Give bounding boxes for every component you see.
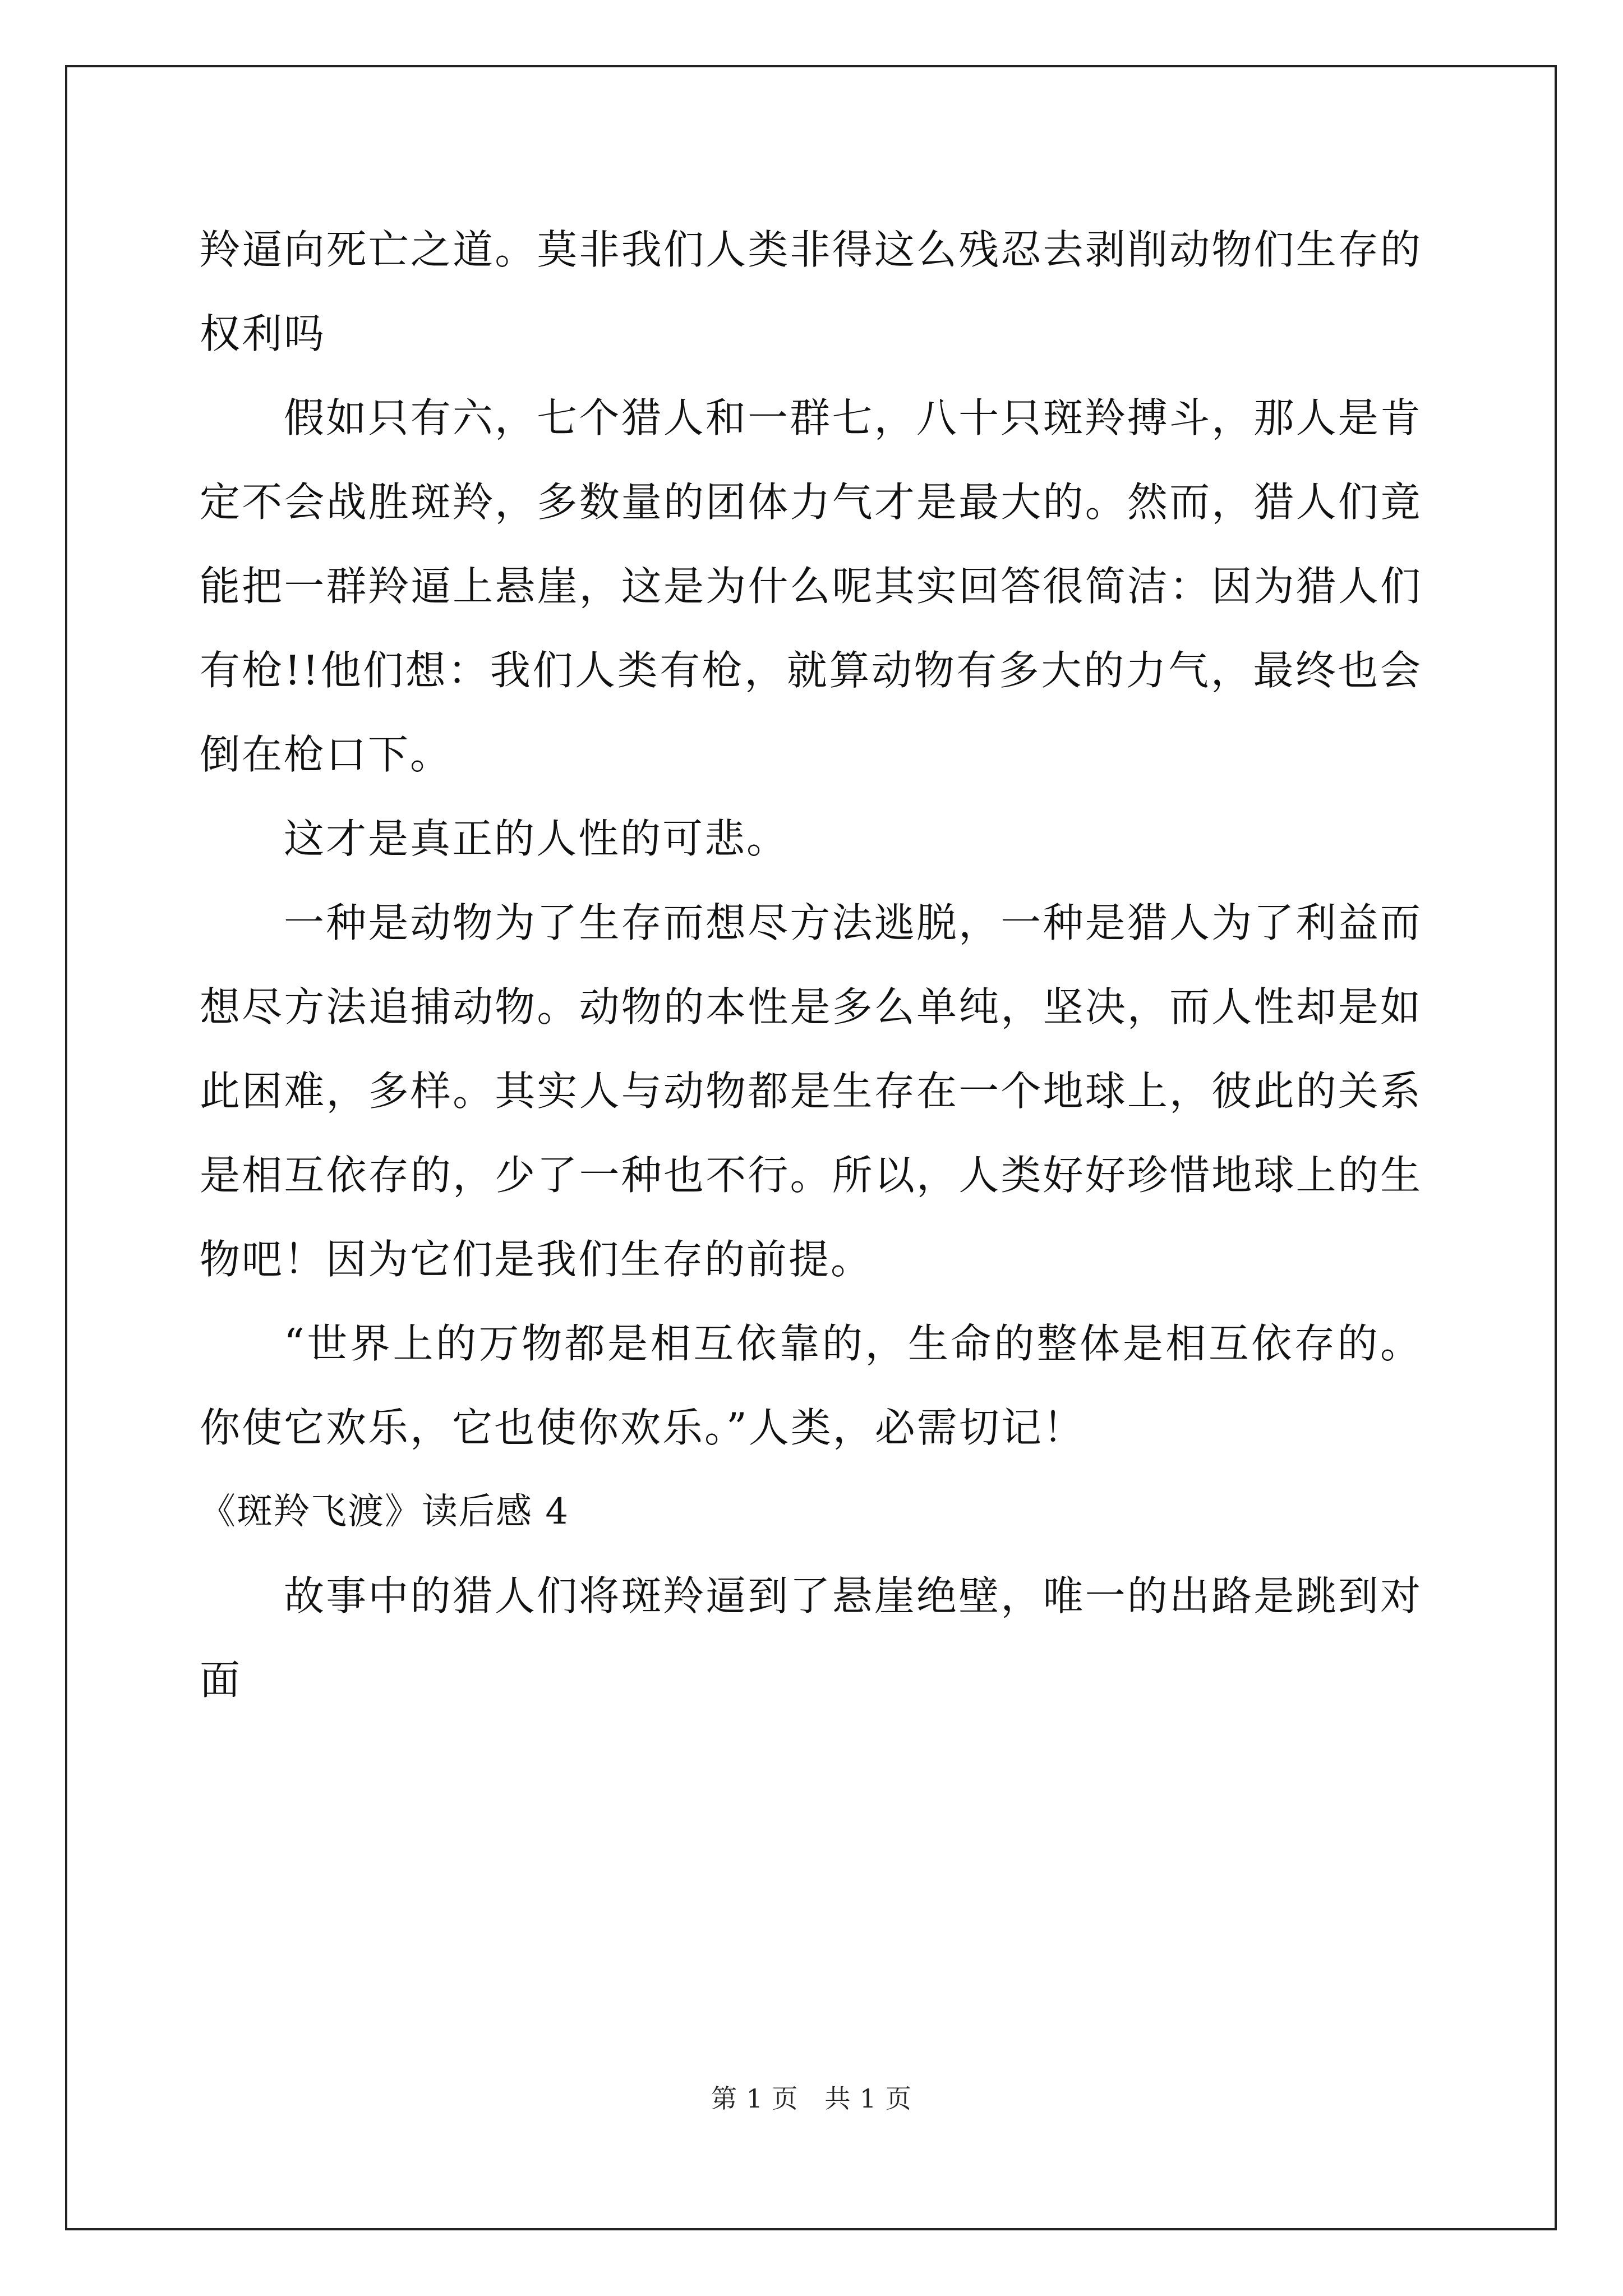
section-heading: 《斑羚飞渡》读后感 4 — [200, 1491, 570, 1533]
paragraph-3: 这才是真正的人性的可悲。 — [284, 815, 789, 862]
paragraph-5: “世界上的万物都是相互依靠的，生命的整体是相互依存的。你使它欢乐，它也使你欢乐。”人类，必需切记！ — [200, 1320, 1422, 1451]
paragraph-6: 故事中的猎人们将斑羚逼到了悬崖绝壁，唯一的出路是跳到对面 — [200, 1572, 1422, 1704]
paragraph-4: 一种是动物为了生存而想尽方法逃脱，一种是猎人为了利益而想尽方法追捕动物。动物的本性是多么单纯，坚决，而人性却是如此困难，多样。其实人与动物都是生存在一个地球上，彼此的关系是相互依存的，少了一种也不行。所以，人类好好珍惜地球上的生物吧！因为它们是我们生存的前提。 — [200, 899, 1422, 1283]
paragraph-1: 羚逼向死亡之道。莫非我们人类非得这么残忍去剥削动物们生存的权利吗 — [200, 226, 1422, 357]
paragraph-2: 假如只有六，七个猎人和一群七，八十只斑羚搏斗，那人是肯定不会战胜斑羚，多数量的团体力气才是最大的。然而，猎人们竟能把一群羚逼上悬崖，这是为什么呢其实回答很简洁：因为猎人们有枪!!他们想：我们人类有枪，就算动物有多大的力气，最终也会倒在枪口下。 — [200, 394, 1422, 778]
document-body — [200, 208, 1422, 1722]
page-footer: 第 1 页 共 1 页 — [711, 2083, 912, 2114]
